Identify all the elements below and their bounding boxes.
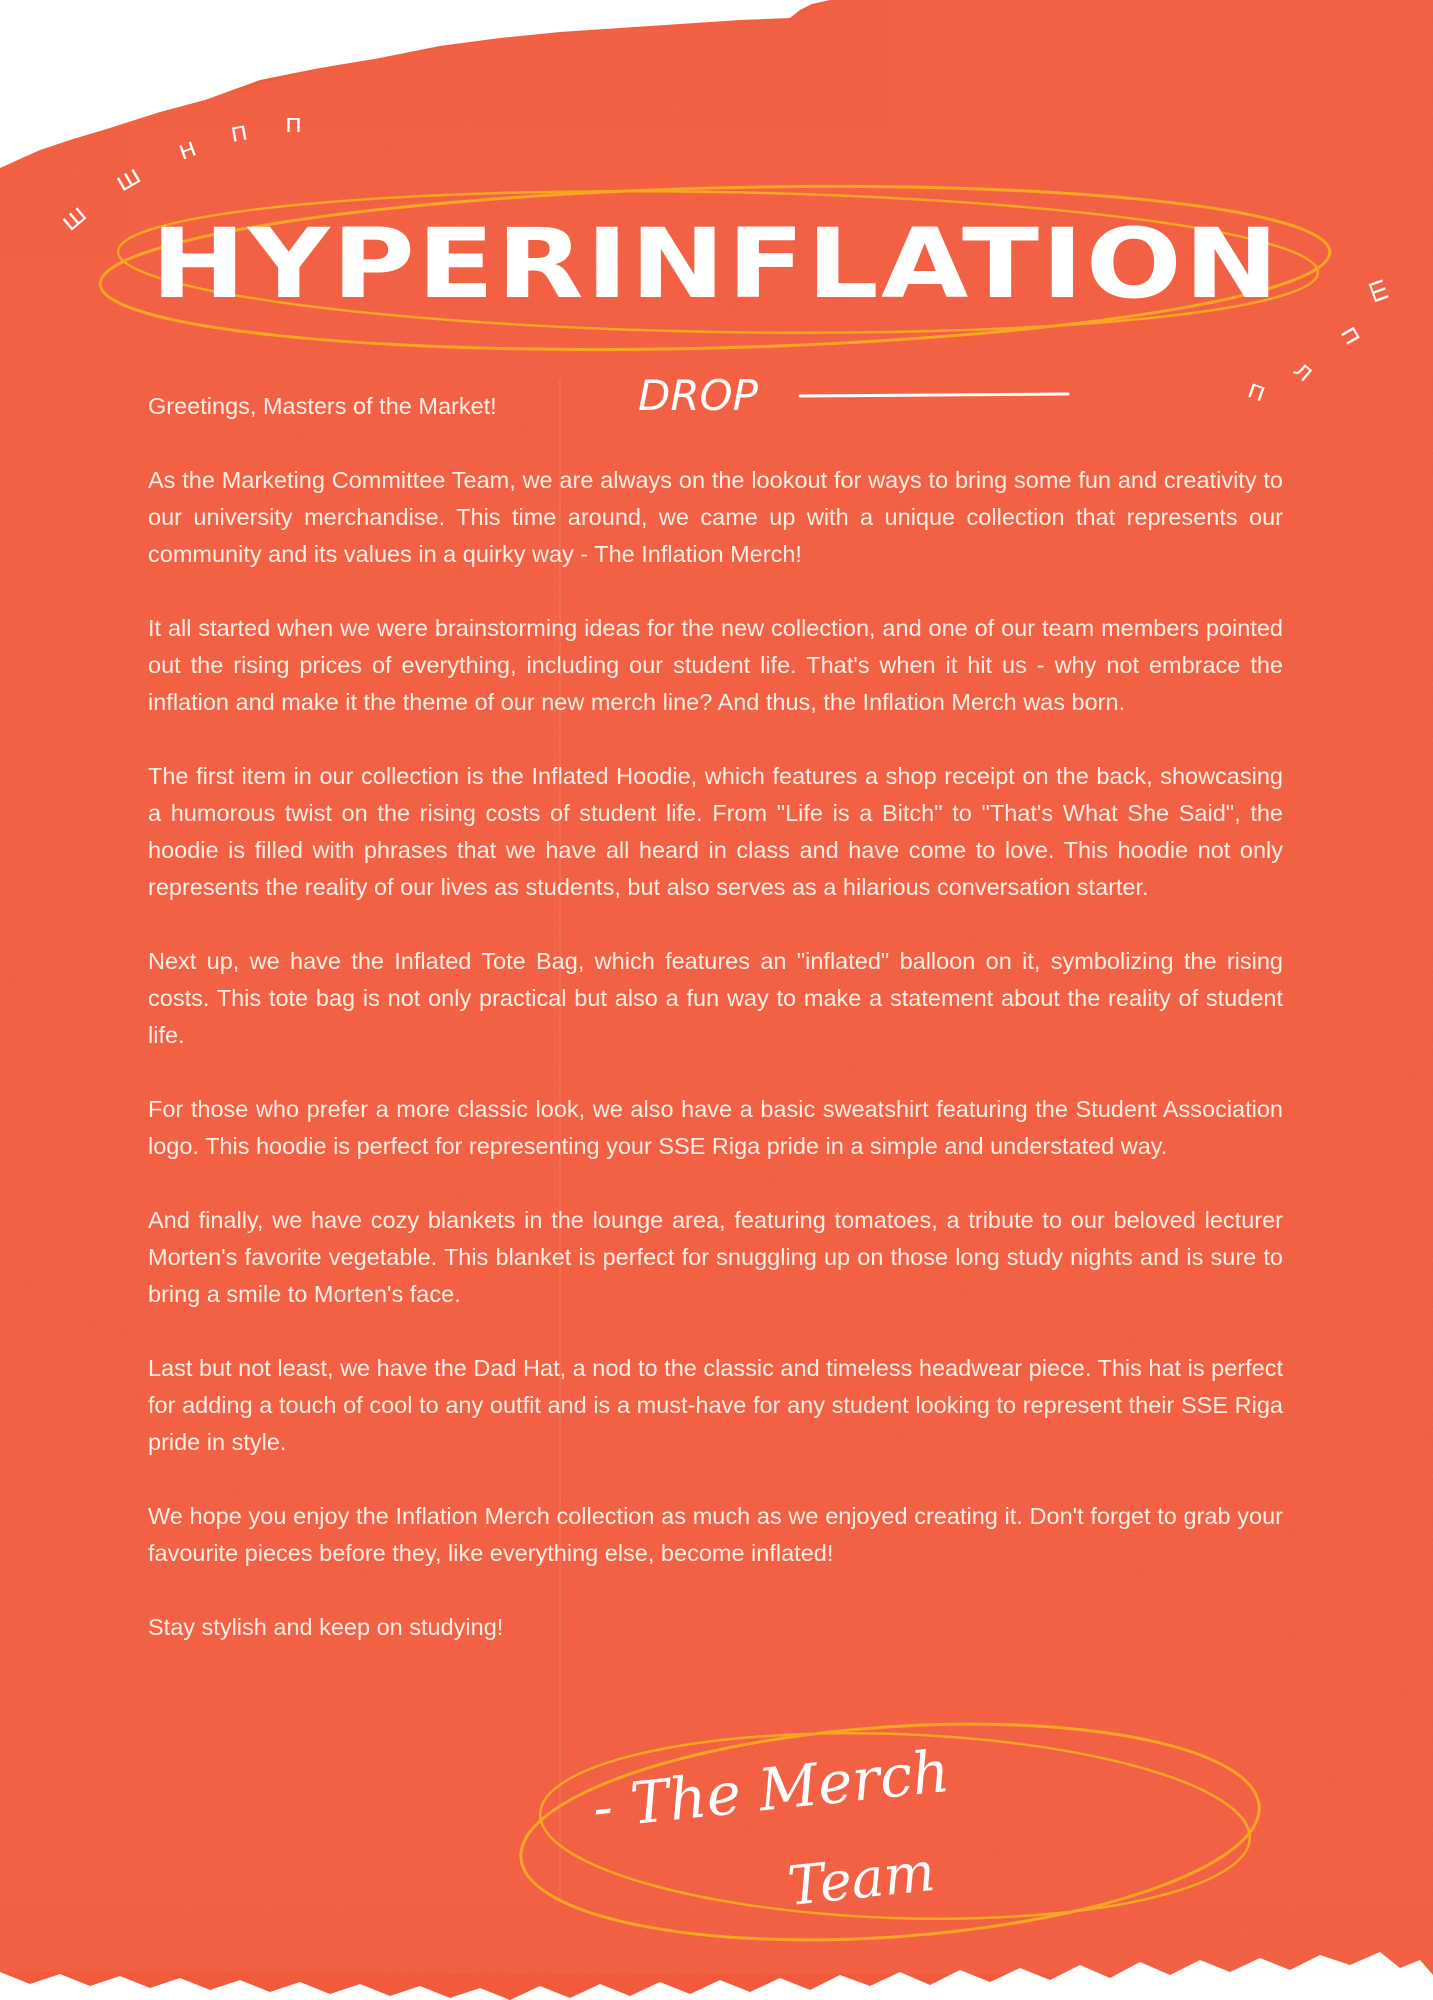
letter-paragraph: Last but not least, we have the Dad Hat, a nod to the classic and timeless headwear piece. This hat is perfect for adding a touch of cool to any outfit and is a must-have for any student looking to represent their SSE Riga pride in style. (148, 1355, 1283, 1455)
signature-line-2: Team (784, 1839, 938, 1918)
letter-paragraph: We hope you enjoy the Inflation Merch collection as much as we enjoyed creating it. Don't forget to grab your favourite pieces before they, like everything else, become inflated! (148, 1503, 1283, 1566)
signature-line-1: - The Merch (589, 1736, 953, 1842)
svg-text:п: п (285, 109, 302, 139)
svg-text:ш: ш (110, 160, 147, 199)
page-title: HYPERINFLATION (151, 208, 1281, 320)
svg-text:н: н (174, 132, 201, 167)
svg-text:п: п (1243, 374, 1270, 409)
letter-paragraph: It all started when we were brainstorming ideas for the new collection, and one of our team members pointed out the rising prices of everything, including our student life. That's when it hit us - why not embrace the inflation and make it the theme of our new merch line? And thus, the Inflation Merch was born. (148, 615, 1283, 715)
letter-paragraph: As the Marketing Committee Team, we are always on the lookout for ways to bring some fun and creativity to our university merchandise. This time around, we came up with a unique collection that represents our community and its values in a quirky way - The Inflation Merch! (148, 467, 1283, 567)
letter-paragraph: The first item in our collection is the Inflated Hoodie, which features a shop receipt on the back, showcasing a humorous twist on the rising costs of student life. From "Life is a Bitch" to "That's What She Said", the hoodie is filled with phrases that we have all heard in class and have come to love. This hoodie not only represents the reality of our lives as students, but also serves as a hilarious conversation starter. (148, 763, 1283, 900)
letter-greeting: Greetings, Masters of the Market! (148, 393, 497, 419)
letter-body (148, 462, 1283, 1683)
letter-closing: Stay stylish and keep on studying! (148, 1614, 504, 1640)
letter-paragraph: And finally, we have cozy blankets in the lounge area, featuring tomatoes, a tribute to our beloved lecturer Morten's favorite vegetable. This blanket is perfect for snuggling up on those long study nights and is sure to bring a smile to Morten's face. (148, 1207, 1283, 1307)
svg-text:л: л (1287, 354, 1320, 389)
drop-label: DROP (638, 371, 758, 420)
svg-text:ш: ш (55, 199, 93, 238)
svg-text:п: п (228, 116, 250, 149)
svg-text:ш: ш (1361, 274, 1398, 307)
letter-paragraph: Next up, we have the Inflated Tote Bag, which features an "inflated" balloon on it, symbolizing the rising costs. This tote bag is not only practical but also a fun way to make a statement about the reality of student life. (148, 948, 1283, 1048)
svg-text:п: п (1333, 320, 1369, 351)
letter-paragraph: For those who prefer a more classic look, we also have a basic sweatshirt featuring the Student Association logo. This hoodie is perfect for representing your SSE Riga pride in a simple and understated way. (148, 1096, 1283, 1159)
